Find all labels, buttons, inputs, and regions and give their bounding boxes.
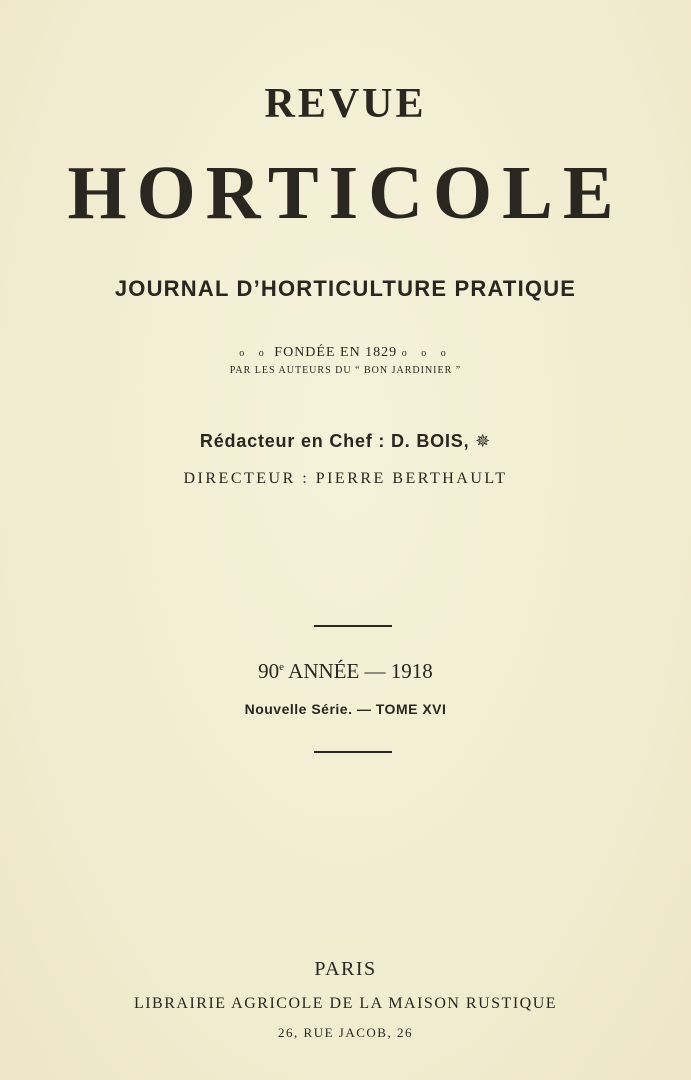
ornament-dots-right: o o o	[401, 348, 452, 359]
director: DIRECTEUR : PIERRE BERTHAULT	[183, 470, 508, 487]
year-text: ANNÉE — 1918	[284, 659, 433, 683]
publisher-address: 26, RUE JACOB, 26	[278, 1025, 413, 1040]
founded-line	[0, 345, 691, 361]
editor-in-chief: Rédacteur en Chef : D. BOIS, ✵	[199, 431, 492, 451]
authors-line: PAR LES AUTEURS DU “ BON JARDINIER ”	[229, 365, 462, 376]
founded-text: FONDÉE EN 1829	[274, 345, 398, 360]
journal-title-horticole: HORTICOLE	[67, 151, 624, 235]
divider-rule-bottom	[314, 751, 392, 753]
year-number: 90	[258, 659, 280, 683]
series-volume: Nouvelle Série. — TOME XVI	[244, 701, 447, 717]
journal-subtitle: JOURNAL D’HORTICULTURE PRATIQUE	[114, 276, 577, 301]
year-line	[0, 659, 691, 684]
divider-rule-top	[314, 625, 392, 627]
publisher-name: LIBRAIRIE AGRICOLE DE LA MAISON RUSTIQUE	[133, 995, 558, 1012]
year-ordinal-suffix: e	[279, 661, 285, 673]
ornament-dots-left: o o	[239, 348, 270, 359]
journal-title-revue: REVUE	[264, 81, 427, 127]
publication-city: PARIS	[314, 958, 377, 980]
